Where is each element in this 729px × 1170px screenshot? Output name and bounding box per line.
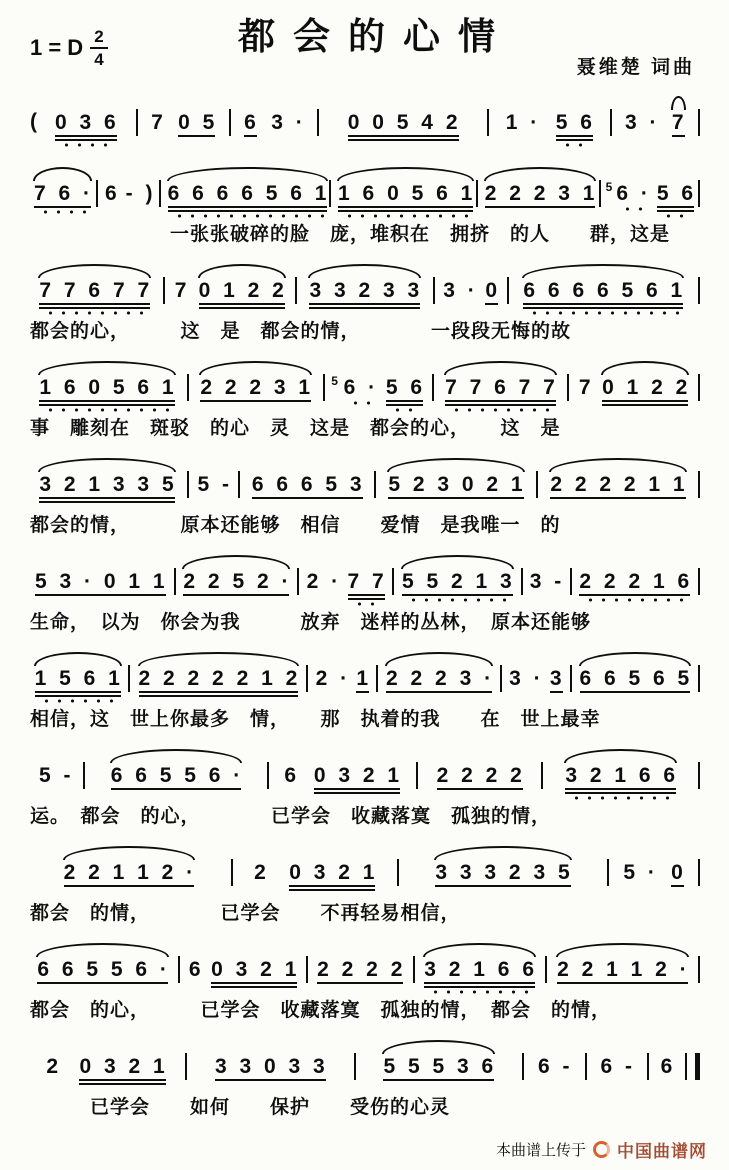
measure [243, 473, 371, 503]
barline [610, 109, 612, 136]
measure [311, 958, 410, 988]
measure [481, 182, 596, 212]
measure [179, 570, 295, 600]
score-system-5 [30, 454, 703, 538]
note-group: 0 3 6 [55, 111, 117, 141]
measure [381, 667, 497, 697]
barline [698, 568, 700, 595]
grace-note: 5 [331, 373, 338, 388]
barline [295, 277, 297, 304]
music-line [30, 357, 703, 415]
measure [512, 279, 695, 309]
barline [238, 471, 240, 498]
barline [163, 277, 165, 304]
measure [437, 376, 565, 406]
barline [607, 859, 609, 886]
measure [183, 958, 303, 988]
note-group: 2 2 2 2 [317, 958, 403, 984]
grace-note: 5 [605, 179, 613, 194]
measure [30, 570, 171, 600]
barline [413, 956, 415, 983]
barline [416, 762, 418, 789]
barline [647, 1053, 649, 1080]
final-barline [685, 1053, 700, 1080]
barline [306, 956, 308, 983]
note-group: 6 [284, 763, 298, 787]
measure [615, 111, 695, 141]
note-group: 3 · [624, 110, 658, 134]
note-group: 2 2 2 3 1 [485, 182, 596, 208]
lyrics-line: 已学会 如何 保护 受伤的心灵 [30, 1097, 451, 1118]
measure [164, 182, 326, 212]
note-group: 6 6 5 5 6 · [111, 764, 242, 790]
note-group: 2 · [306, 569, 340, 593]
note-group: 2 2 1 1 2 · [64, 861, 195, 887]
measure [546, 764, 695, 794]
note-group: 2 2 2 2 2 1 2 [139, 667, 299, 697]
measure [234, 111, 314, 141]
measure [30, 473, 184, 503]
note-group: 1 6 0 5 6 1 [338, 182, 473, 212]
measure [168, 279, 293, 309]
barline [136, 109, 138, 136]
note-group: 1 · [505, 110, 539, 134]
score-system-11 [30, 1036, 703, 1120]
note-group: 5 - [197, 472, 230, 496]
site-logo-icon[interactable] [593, 1141, 610, 1158]
music-line [30, 745, 703, 803]
measure [322, 111, 484, 141]
measure [30, 667, 125, 697]
measure [30, 861, 228, 891]
note-group: 5 6 [657, 182, 694, 212]
note-group: 5 6 [386, 376, 423, 406]
measure [328, 375, 429, 406]
barline [397, 859, 399, 886]
note-group: 7 [174, 278, 188, 302]
site-name-link[interactable]: 中国曲谱网 [617, 1142, 707, 1161]
measure [359, 1055, 520, 1085]
barline [698, 109, 700, 136]
measure [590, 1055, 644, 1085]
barline [267, 762, 269, 789]
note-group: 6 [244, 111, 257, 137]
upload-note: 本曲谱上传于 [495, 1142, 586, 1159]
note-group: 3 3 2 3 3 [309, 279, 420, 309]
barline [96, 180, 98, 207]
time-numerator: 2 [90, 28, 107, 49]
barline [585, 1053, 587, 1080]
measure [526, 570, 567, 600]
note-group: 1 6 0 5 6 1 [39, 376, 174, 406]
barline [536, 471, 538, 498]
note-group: 2 [46, 1054, 60, 1078]
note-group: 7 7 6 7 7 [445, 376, 556, 406]
score-system-8 [30, 745, 703, 829]
barline [231, 859, 233, 886]
music-line [30, 939, 703, 997]
measure [30, 279, 160, 309]
note-group: 2 2 2 2 [437, 764, 523, 790]
score-system-1 [30, 92, 703, 150]
music-line [30, 1036, 703, 1094]
measure [30, 958, 175, 988]
measure [402, 861, 604, 891]
barline [698, 665, 700, 692]
note-group: 6 [660, 1054, 674, 1078]
lyrics-line: 都会 的情， 已学会 不再轻易相信， [30, 903, 461, 924]
lyrics-line: 都会的心， 这 是 都会的情， 一段段无悔的故 [30, 321, 572, 342]
note-group: 0 0 5 4 2 [348, 111, 459, 141]
music-line [30, 260, 703, 318]
measure [652, 1055, 682, 1085]
barline [297, 568, 299, 595]
barline [323, 374, 325, 401]
barline [128, 665, 130, 692]
note-group: 6 6 6 5 3 [252, 473, 363, 499]
note-group: 5 5 2 1 3 [402, 570, 513, 596]
barline [698, 180, 700, 207]
note-group: 0 [485, 279, 498, 305]
note-group: 2 2 1 1 2 · [557, 958, 688, 984]
music-line [30, 648, 703, 706]
note-group: 3 2 1 6 6 [424, 958, 535, 988]
note-group: 5 5 5 3 6 [383, 1055, 494, 1081]
measure [30, 764, 80, 794]
note-group: 6 [104, 181, 118, 205]
score-system-4 [30, 357, 703, 441]
note-group: 3 · [443, 278, 476, 302]
score-system-9 [30, 842, 703, 926]
note-group: 0 5 [178, 111, 215, 137]
barline [178, 956, 180, 983]
note-group: 3 [550, 667, 563, 693]
note-group: 6 - [538, 1054, 571, 1078]
music-line [30, 163, 703, 221]
measure [421, 764, 538, 794]
lyrics-line: 运。 都会 的心， 已学会 收藏落寞 孤独的情， [30, 806, 552, 827]
note-group: 3 3 3 2 3 5 [435, 861, 570, 887]
composer-credit: 聂维楚 词曲 [576, 57, 695, 78]
note-group: 0 1 2 2 [602, 376, 688, 406]
measure [492, 111, 607, 141]
note-group: 3 2 1 6 6 [565, 764, 676, 794]
music-line [30, 842, 703, 900]
note-group: 2 2 2 3 1 [200, 376, 311, 402]
note-group: 6 · [343, 375, 377, 399]
note-group: 7 [578, 375, 592, 399]
measure [30, 376, 184, 406]
measure [272, 764, 413, 794]
barline [317, 109, 319, 136]
measure [39, 111, 133, 141]
note-group: 2 2 2 1 6 [579, 570, 690, 596]
barline [376, 665, 378, 692]
measure [311, 667, 373, 697]
score-system-10 [30, 939, 703, 1023]
barline [476, 180, 478, 207]
lyrics-line: 都会的情， 原本还能够 相信 爱情 是我唯一 的 [30, 515, 561, 536]
barline [500, 665, 502, 692]
barline [545, 956, 547, 983]
time-denominator: 4 [94, 50, 104, 69]
lyrics-line: 都会 的心， 已学会 收藏落寞 孤独的情， 都会 的情， [30, 1000, 612, 1021]
score-system-6 [30, 551, 703, 635]
note-group: 2 · [315, 666, 349, 690]
measure [30, 1055, 182, 1085]
barline [306, 665, 308, 692]
score-body [30, 92, 703, 1120]
barline [174, 568, 176, 595]
measure [192, 473, 235, 503]
note-group: 6 6 5 6 5 [580, 667, 691, 693]
score-header [30, 8, 703, 92]
barline [354, 1053, 356, 1080]
note-group: 0 1 2 2 [199, 279, 285, 309]
measure [397, 570, 517, 600]
measure [192, 376, 320, 406]
note-group: 2 2 2 2 1 1 [550, 473, 685, 499]
lyrics-line: 相信，这 世上你最多 情， 那 执着的我 在 世上最幸 [30, 709, 601, 730]
note-group: 0 3 2 1 [289, 861, 375, 891]
barline [599, 180, 601, 207]
score-system-7 [30, 648, 703, 732]
lyrics-line: 事 雕刻在 斑驳 的心 灵 这是 都会的心， 这 是 [30, 418, 561, 439]
barline [541, 762, 543, 789]
note-group: 3 3 0 3 3 [215, 1055, 326, 1081]
score-system-2 [30, 163, 703, 247]
measure [418, 958, 542, 988]
barline [374, 471, 376, 498]
note-group: 6 6 6 6 5 6 1 [523, 279, 683, 309]
measure [101, 182, 156, 212]
barline [229, 109, 231, 136]
measure [302, 570, 389, 600]
note-group: 5 · [623, 860, 656, 884]
lyrics-line: 一张张破碎的脸 庞，堆积在 拥挤 的人 群，这是 [30, 224, 671, 245]
barline [487, 109, 489, 136]
measure [550, 958, 695, 988]
barline [522, 1053, 524, 1080]
note-group: 2 [254, 860, 267, 884]
measure [541, 473, 695, 503]
note-group: 7 7 6 7 7 [39, 279, 150, 309]
music-line [30, 551, 703, 609]
measure [236, 861, 394, 891]
note-group: 3 · [271, 110, 304, 134]
barline [83, 762, 85, 789]
measure [612, 861, 695, 891]
footer [496, 1137, 707, 1162]
note-group: 6 - [600, 1054, 633, 1078]
key-label: 1 = D [30, 35, 84, 60]
music-line [30, 92, 703, 150]
note-group: 5 - [38, 763, 72, 787]
note-group: 0 3 2 1 [314, 764, 400, 794]
barline [185, 1053, 187, 1080]
barline [570, 665, 572, 692]
barline [698, 277, 700, 304]
note-group: 3 - [529, 569, 563, 593]
barline [187, 374, 189, 401]
note-group: 6 6 6 6 5 6 1 [168, 182, 328, 212]
note-group: 5 6 [556, 111, 593, 141]
note-group: 6 [188, 957, 202, 981]
barline [698, 956, 700, 983]
note-group: 7 7 [348, 570, 385, 600]
note-group: 6 · [616, 181, 649, 205]
note-group: 3 · [509, 666, 542, 690]
barline [521, 568, 523, 595]
barline [507, 277, 509, 304]
note-group: 7 6 · [34, 182, 91, 208]
measure [575, 570, 695, 600]
lyrics-line: 生命， 以为 你会为我 放弃 迷样的丛林， 原本还能够 [30, 612, 592, 633]
measure [438, 279, 504, 309]
barline [329, 180, 331, 207]
measure [379, 473, 533, 503]
measure [141, 111, 226, 141]
note-group: 0 [671, 861, 684, 887]
barline [698, 374, 700, 401]
measure [190, 1055, 351, 1085]
time-signature [90, 28, 107, 68]
music-line [30, 454, 703, 512]
intro-open-paren: ( [30, 110, 37, 133]
note-group: 6 6 5 5 6 · [37, 958, 168, 984]
barline [392, 568, 394, 595]
barline [432, 374, 434, 401]
measure [527, 1055, 581, 1085]
measure [133, 667, 303, 697]
note-group: 5 2 3 0 2 1 [388, 473, 523, 499]
barline [187, 471, 189, 498]
score-system-3 [30, 260, 703, 344]
barline [567, 374, 569, 401]
note-group: 5 3 · 0 1 1 [35, 570, 166, 596]
barline [159, 180, 161, 207]
barline [570, 568, 572, 595]
note-group: 0 3 2 1 [211, 958, 297, 988]
measure [604, 181, 695, 212]
measure [300, 279, 430, 309]
note-group: 7 [672, 111, 685, 137]
note-group: 3 2 1 3 3 5 [39, 473, 174, 503]
barline [698, 471, 700, 498]
note-group: 1 [356, 667, 369, 693]
song-title: 都会的心情 [238, 16, 513, 57]
note-group: - ) [125, 181, 154, 205]
note-group: 0 3 2 1 [79, 1055, 165, 1085]
measure [334, 182, 473, 212]
measure [30, 182, 93, 212]
measure [505, 667, 567, 697]
measure [88, 764, 263, 794]
note-group: 2 2 2 3 · [386, 667, 492, 693]
key-time-signature [30, 28, 108, 68]
barline [698, 859, 700, 886]
note-group: 7 [151, 110, 164, 134]
barline [433, 277, 435, 304]
note-group: 2 2 5 2 · [183, 570, 289, 596]
measure [572, 376, 695, 406]
note-group: 1 5 6 1 [35, 667, 121, 697]
measure [575, 667, 695, 697]
barline [698, 762, 700, 789]
